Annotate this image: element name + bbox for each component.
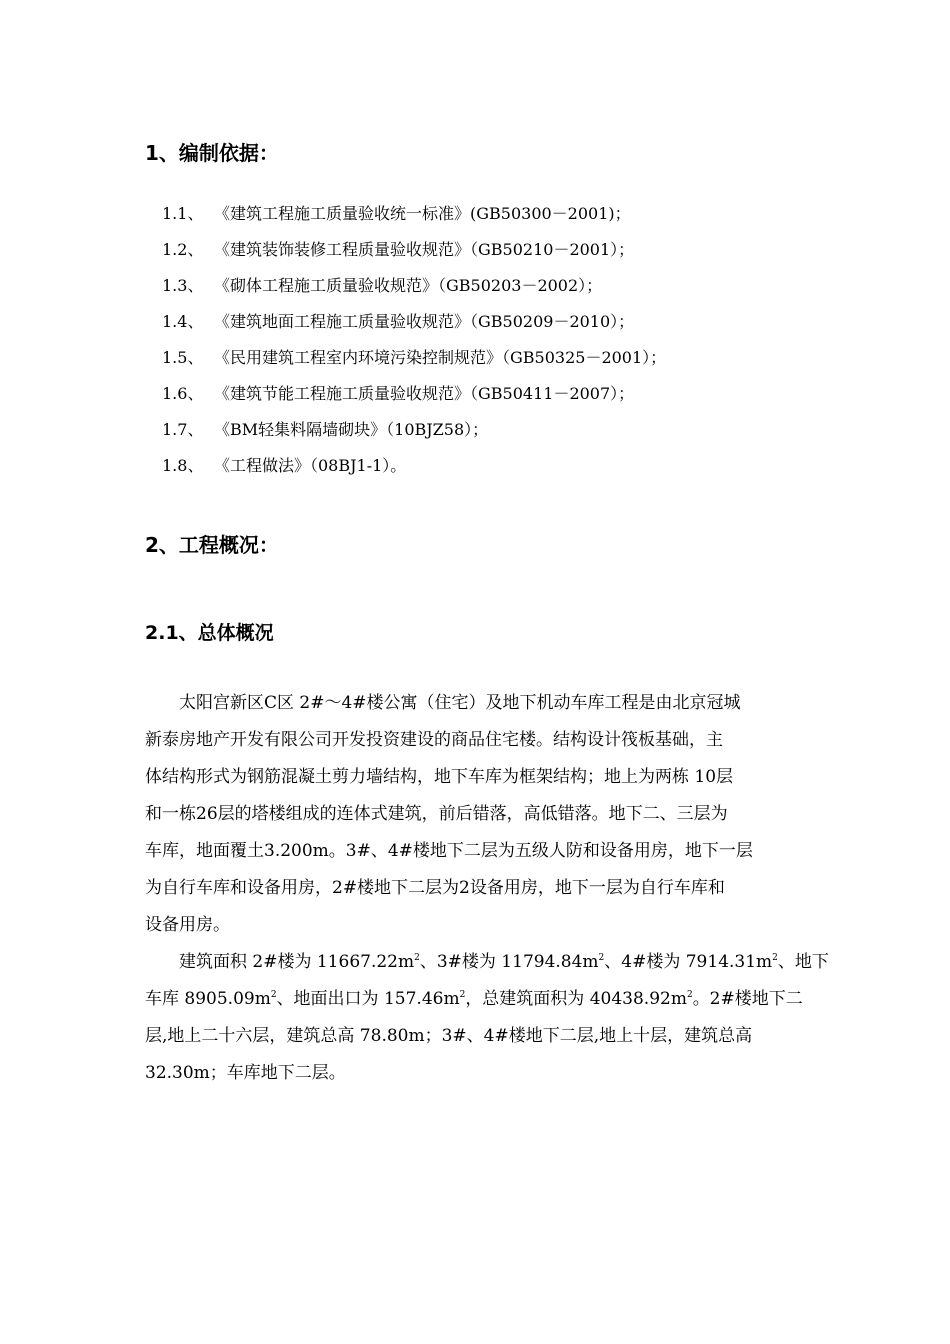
reference-item xyxy=(162,238,666,274)
reference-item xyxy=(162,382,666,418)
paragraph-line: 车库，地面覆土3.200m。3#、4#楼地下二层为五级人防和设备用房，地下一层 xyxy=(145,841,753,861)
reference-item xyxy=(162,454,666,490)
reference-list xyxy=(162,202,666,490)
reference-text: 《建筑节能工程施工质量验收规范》（GB50411－2007）； xyxy=(214,384,635,403)
text-run: 、4#楼为 7914.31m xyxy=(604,952,773,972)
reference-item xyxy=(162,418,666,454)
section-2-heading: 2、工程概况： xyxy=(145,533,279,557)
reference-number: 1.1、 xyxy=(162,204,204,223)
reference-item xyxy=(162,346,666,382)
area-paragraph xyxy=(145,944,829,1092)
reference-text: 《建筑工程施工质量验收统一标准》(GB50300－2001)； xyxy=(214,204,631,223)
reference-number: 1.8、 xyxy=(162,456,204,475)
text-run: 。2#楼地下二 xyxy=(692,989,803,1009)
reference-text: 《工程做法》（08BJ1-1）。 xyxy=(214,456,407,475)
superscript: 2 xyxy=(598,953,605,963)
paragraph-line: 设备用房。 xyxy=(145,915,230,935)
paragraph-line: 新泰房地产开发有限公司开发投资建设的商品住宅楼。结构设计筏板基础，主 xyxy=(145,730,723,750)
text-run: 建筑面积 2#楼为 11667.22m xyxy=(179,952,415,972)
reference-item xyxy=(162,202,666,238)
reference-number: 1.4、 xyxy=(162,312,204,331)
text-run: 、3#楼为 11794.84m xyxy=(419,952,599,972)
reference-number: 1.7、 xyxy=(162,420,204,439)
reference-number: 1.6、 xyxy=(162,384,204,403)
reference-text: 《建筑地面工程施工质量验收规范》（GB50209－2010）； xyxy=(214,312,635,331)
paragraph-line xyxy=(145,981,810,1018)
superscript: 2 xyxy=(459,990,466,1000)
text-run: 、地面出口为 157.46m xyxy=(276,989,460,1009)
paragraph-line: 太阳宫新区C区 2#～4#楼公寓（住宅）及地下机动车库工程是由北京冠城 xyxy=(179,693,741,713)
superscript: 2 xyxy=(414,953,420,963)
reference-text: 《BM轻集料隔墙砌块》（10BJZ58）； xyxy=(214,420,489,439)
text-run: ，总建筑面积为 40438.92m xyxy=(465,989,687,1009)
paragraph-line: 为自行车库和设备用房，2#楼地下二层为2设备用房，地下一层为自行车库和 xyxy=(145,878,725,898)
text-run: 车库 8905.09m xyxy=(145,989,271,1009)
superscript: 2 xyxy=(772,953,778,963)
reference-text: 《建筑装饰装修工程质量验收规范》（GB50210－2001）； xyxy=(214,240,635,259)
paragraph-line: 层,地上二十六层，建筑总高 78.80m；3#、4#楼地下二层,地上十层，建筑总高 xyxy=(145,1026,753,1046)
paragraph-line: 和一栋26层的塔楼组成的连体式建筑，前后错落，高低错落。地下二、三层为 xyxy=(145,804,728,824)
subsection-2-1-heading: 2.1、总体概况 xyxy=(145,622,274,644)
overview-paragraph xyxy=(145,685,810,944)
reference-item xyxy=(162,310,666,346)
reference-number: 1.3、 xyxy=(162,276,204,295)
reference-number: 1.5、 xyxy=(162,348,204,367)
reference-number: 1.2、 xyxy=(162,240,204,259)
section-1-heading: 1、编制依据： xyxy=(145,141,279,165)
reference-text: 《民用建筑工程室内环境污染控制规范》（GB50325－2001）； xyxy=(214,348,667,367)
superscript: 2 xyxy=(270,990,277,1000)
paragraph-line: 体结构形式为钢筋混凝土剪力墙结构，地下车库为框架结构；地上为两栋 10层 xyxy=(145,767,734,787)
superscript: 2 xyxy=(686,990,693,1000)
reference-item xyxy=(162,274,666,310)
reference-text: 《砌体工程施工质量验收规范》（GB50203－2002）； xyxy=(214,276,603,295)
paragraph-line xyxy=(145,944,829,981)
text-run: 、地下 xyxy=(777,952,829,972)
paragraph-line: 32.30m；车库地下二层。 xyxy=(145,1063,346,1083)
